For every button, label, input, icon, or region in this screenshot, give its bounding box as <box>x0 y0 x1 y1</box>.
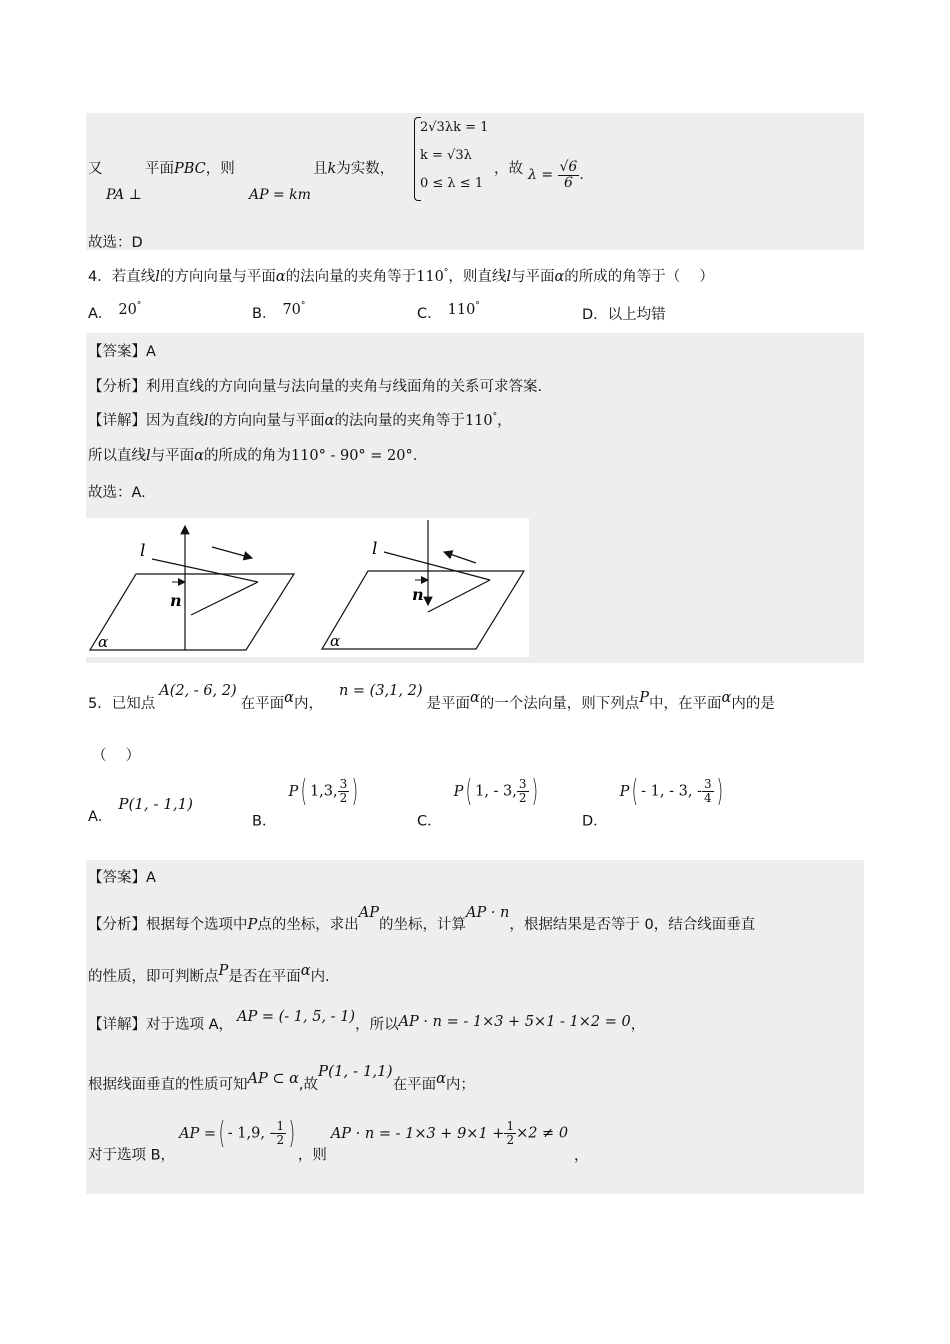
q4-option-a-deg: ° <box>136 301 142 311</box>
q5-option-c-frac <box>517 778 529 804</box>
q4-alpha2: α <box>554 269 565 285</box>
q5-stem <box>88 683 775 713</box>
q5-alpha3: α <box>721 690 732 706</box>
q5-dc-calc-a: AP · n = - 1×3 + 9×1 + <box>330 1125 505 1142</box>
q5-an2-c: 内. <box>310 969 330 985</box>
q4-detail-d: ， <box>497 413 512 429</box>
q4-detail-line2 <box>88 444 417 465</box>
q5-option-b-body: 1,3, <box>309 783 338 800</box>
q5-analysis-line2 <box>88 965 330 986</box>
q4-option-c[interactable] <box>417 301 480 323</box>
lambda-tail: . <box>579 167 584 184</box>
q4-alpha1: α <box>275 269 286 285</box>
k-real-a: 且 <box>313 161 328 177</box>
q4-choice: 故选：A. <box>88 485 146 501</box>
q5-dc-tail: ， <box>574 1147 589 1164</box>
q4-stem-b: 的方向向量与平面 <box>159 269 276 285</box>
plane-pbc-c: ，则 <box>205 161 235 177</box>
q5-option-d-num: 3 <box>703 777 712 792</box>
q4-deg: ° <box>443 268 449 279</box>
q5-option-d[interactable] <box>582 774 725 831</box>
plane-pbc <box>145 157 235 178</box>
k-real <box>313 157 394 178</box>
q5-db-c: 在平面 <box>392 1077 437 1093</box>
q5-db-d: 内； <box>445 1077 475 1093</box>
q4-detail-alpha: α <box>324 413 335 429</box>
q5-point-a: A(2, - 6, 2) <box>159 683 237 699</box>
q5-paren: （ ） <box>92 748 141 764</box>
q5-stem-a: 5．已知点 <box>88 696 156 712</box>
q5-option-c-num: 3 <box>518 777 527 792</box>
q5-detail-a <box>88 1009 646 1034</box>
q4-line2-b: 与平面 <box>150 448 195 464</box>
q5-dc-num: 1 <box>276 1119 285 1134</box>
ap-km: AP = km <box>249 187 311 203</box>
q5-da-mid: ，所以 <box>355 1017 399 1033</box>
q5-option-d-lparen: ( <box>632 774 639 809</box>
q5-option-d-rparen: ) <box>716 774 723 809</box>
left-label-alpha: α <box>98 633 109 651</box>
q5-dc-body: - 1,9, - <box>227 1125 275 1142</box>
q4-line2-tail: . <box>412 448 418 464</box>
q4-option-c-label: C． <box>417 305 442 322</box>
q5-an-c: 的坐标，计算 <box>379 917 466 933</box>
k-real-c: 为实数， <box>336 161 395 177</box>
left-label-n: n <box>170 591 182 610</box>
left-label-l: l <box>140 541 146 561</box>
q5-da-head: 【详解】对于选项 A， <box>88 1017 234 1033</box>
q4-stem-d: ，则直线 <box>448 269 507 285</box>
q5-dc-a: 对于选项 B， <box>88 1147 176 1164</box>
q5-option-b-label: B． <box>252 813 277 830</box>
q4-stem-c: 的法向量的夹角等于 <box>285 269 417 285</box>
q5-option-c-body: 1, - 3, <box>475 783 517 800</box>
q4-l1: l <box>155 269 160 285</box>
k-real-b: k <box>327 161 337 177</box>
q5-option-c-label: C． <box>417 813 442 830</box>
q5-option-c[interactable] <box>417 774 540 831</box>
q5-dc-calc-b: ×2 ≠ 0 <box>516 1125 569 1142</box>
q5-db-a: 根据线面垂直的性质可知 <box>88 1077 248 1093</box>
q5-option-d-label: D． <box>582 813 608 830</box>
q5-stem-e: 的一个法向量，则下列点 <box>479 696 640 712</box>
q5-answer: 【答案】A <box>88 870 156 886</box>
q4-option-d-value: 以上均错 <box>607 307 666 323</box>
plane-pbc-b: PBC <box>174 161 206 177</box>
q5-option-b-den: 2 <box>339 791 348 805</box>
q4-stem-f: 的所成的角等于（ ） <box>564 269 714 285</box>
q5-db-sub: AP ⊂ α <box>247 1071 299 1087</box>
q5-alpha2: α <box>469 690 480 706</box>
q5-dc-calc-num: 1 <box>506 1119 515 1134</box>
q5-option-c-den: 2 <box>518 791 527 805</box>
q5-da-calc: AP · n = - 1×3 + 5×1 - 1×2 = 0 <box>398 1014 631 1030</box>
q4-line2-alpha: α <box>194 448 204 464</box>
q5-p: P <box>639 690 650 706</box>
q4-option-b[interactable] <box>252 301 305 323</box>
q4-stem <box>88 265 714 286</box>
lambda-frac <box>558 160 580 190</box>
q5-db-alpha: α <box>436 1071 446 1087</box>
q5-an-b: 点的坐标，求出 <box>257 917 359 933</box>
q5-an-a: 【分析】根据每个选项中 <box>88 917 248 933</box>
q5-option-b-pre: P <box>288 783 299 800</box>
q4-line2-l: l <box>146 448 151 464</box>
system-line-1: 2√3λk = 1 <box>420 120 489 135</box>
q5-option-a-value: P(1, - 1,1) <box>118 795 193 813</box>
q5-an-p: P <box>247 917 258 933</box>
q5-stem-f: 中，在平面 <box>649 696 722 712</box>
q5-dc-mid: ，则 <box>297 1147 327 1164</box>
q4-detail-head: 【详解】 <box>88 413 146 429</box>
q4-option-c-value: 110 <box>447 301 476 318</box>
q5-stem-c: 内， <box>293 696 323 712</box>
q5-detail-c <box>88 1116 589 1165</box>
q5-option-c-rparen: ) <box>531 774 538 809</box>
q4-analysis: 【分析】利用直线的方向向量与法向量的夹角与线面角的关系可求答案. <box>88 379 543 395</box>
q5-an2-b: 是否在平面 <box>228 969 301 985</box>
q5-da-vec: AP = (- 1, 5, - 1) <box>237 1009 356 1025</box>
q4-l2: l <box>506 269 511 285</box>
right-label-alpha: α <box>330 632 341 650</box>
q5-stem-b: 在平面 <box>240 696 285 712</box>
q4-line2-expr: 110° - 90° = 20° <box>290 448 413 464</box>
right-label-l: l <box>372 539 378 559</box>
q4-line2-a: 所以直线 <box>88 448 146 464</box>
q4-detail-deg: ° <box>492 412 498 423</box>
q4-detail-a: 因为直线 <box>146 413 204 429</box>
q5-an-apn: AP · n <box>466 905 510 921</box>
q5-dc-lparen: ( <box>218 1116 226 1151</box>
q5-an-ap: AP <box>358 905 379 921</box>
lambda-num: √6 <box>559 159 578 175</box>
q4-detail-l: l <box>204 413 209 429</box>
plane-pbc-a: 平面 <box>145 161 174 177</box>
q5-analysis-line1 <box>88 905 756 934</box>
q5-option-b-rparen: ) <box>351 774 359 809</box>
q5-da-tail: ， <box>630 1017 646 1033</box>
q5-dc-den: 2 <box>276 1133 285 1147</box>
q5-an-d: ，根据结果是否等于 0，结合线面垂直 <box>509 917 756 933</box>
q5-option-a[interactable] <box>88 795 193 826</box>
q4-option-c-deg: ° <box>475 301 480 311</box>
q5-dc-frac <box>274 1120 286 1146</box>
q5-db-point: P(1, - 1,1) <box>318 1062 393 1080</box>
lambda-result <box>528 160 584 190</box>
pa-perp: PA ⊥ <box>106 187 142 203</box>
q4-detail-c: 的法向量的夹角等于 <box>334 413 465 429</box>
q5-option-c-lparen: ( <box>466 774 473 809</box>
q5-dc-calc-den: 2 <box>506 1133 515 1147</box>
q5-option-c-pre: P <box>453 783 464 800</box>
q5-normal: n = (3,1, 2) <box>338 683 423 699</box>
system-line-2: k = √3λ <box>420 148 472 163</box>
q5-stem-g: 内的是 <box>731 696 775 712</box>
system-line-3: 0 ≤ λ ≤ 1 <box>420 176 484 191</box>
right-label-n: n <box>412 585 424 604</box>
q5-an2-p: P <box>218 963 229 979</box>
q5-option-b-frac <box>338 778 350 804</box>
figure-background <box>86 518 529 657</box>
q5-an2-alpha: α <box>300 963 311 979</box>
q4-line2-c: 的所成的角为 <box>203 448 291 464</box>
q4-option-d-label: D． <box>582 307 608 323</box>
q4-option-b-label: B． <box>252 305 277 322</box>
q4-stem-e: 与平面 <box>511 269 555 285</box>
lambda-den: 6 <box>563 174 573 191</box>
q5-option-b[interactable] <box>252 774 361 831</box>
q5-option-d-frac <box>702 778 714 804</box>
q4-option-a-label: A． <box>88 305 113 322</box>
q4-option-b-value: 70 <box>282 301 301 318</box>
q4-stem-a: 4．若直线 <box>88 269 156 285</box>
q5-option-a-label: A． <box>88 809 113 825</box>
q4-detail-line1 <box>88 409 512 430</box>
text-you: 又 <box>88 161 103 177</box>
q5-dc-lhs: AP = <box>179 1125 217 1142</box>
q5-an2-a: 的性质，即可判断点 <box>88 969 219 985</box>
q4-angle: 110 <box>416 269 444 285</box>
q5-dc-rparen: ) <box>288 1116 296 1151</box>
text-gu: ，故 <box>494 161 523 177</box>
q4-detail-angle: 110 <box>464 413 493 429</box>
q5-option-d-pre: P <box>619 783 630 800</box>
q4-option-d[interactable] <box>582 303 666 324</box>
q4-answer: 【答案】A <box>88 344 156 360</box>
lambda-lhs: λ = <box>528 167 554 184</box>
q5-dc-calc-frac <box>504 1120 516 1146</box>
q4-figure <box>86 518 530 658</box>
q4-option-a-value: 20 <box>118 301 137 318</box>
q5-option-b-num: 3 <box>339 777 348 792</box>
q5-stem-d: 是平面 <box>426 696 470 712</box>
q5-db-b: ,故 <box>298 1077 318 1093</box>
q5-alpha1: α <box>284 690 294 706</box>
q4-option-a[interactable] <box>88 301 141 323</box>
q5-detail-b <box>88 1062 475 1094</box>
q5-option-d-body: - 1, - 3, - <box>641 783 702 800</box>
top-answer: 故选：D <box>88 235 143 251</box>
q4-option-b-deg: ° <box>300 301 306 311</box>
q5-option-d-den: 4 <box>703 791 712 805</box>
q4-detail-b: 的方向向量与平面 <box>208 413 325 429</box>
q5-option-b-lparen: ( <box>300 774 308 809</box>
